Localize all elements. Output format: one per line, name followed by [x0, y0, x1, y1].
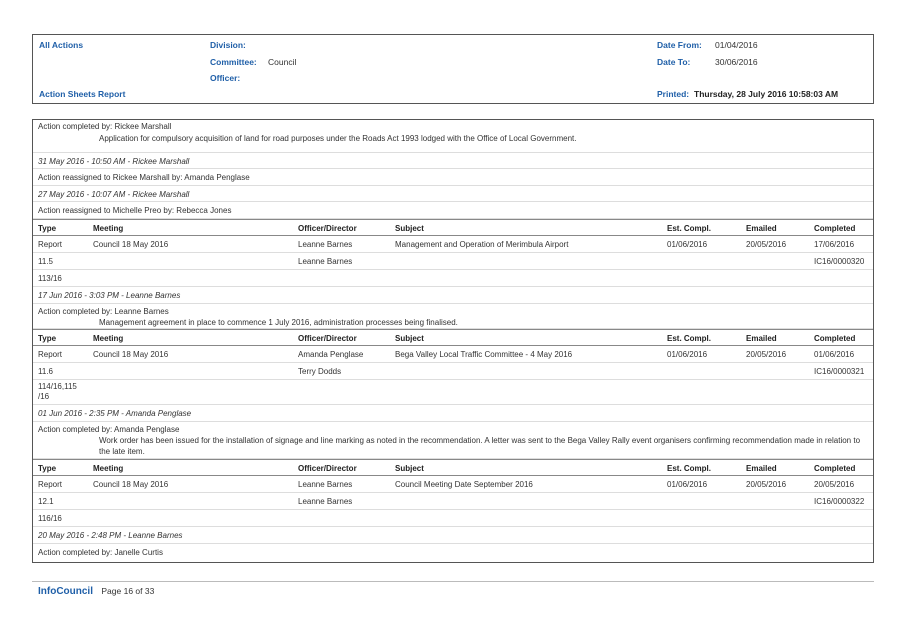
col-subject: Subject [395, 224, 424, 233]
committee-label: Committee: [210, 57, 257, 67]
col-completed: Completed [814, 334, 856, 343]
col-subject: Subject [395, 334, 424, 343]
col-meeting: Meeting [93, 464, 124, 473]
column-header-row [33, 329, 873, 346]
log-entry-text: 27 May 2016 - 10:07 AM - Rickee Marshall [38, 190, 190, 199]
item-meeting: Council 18 May 2016 [93, 350, 169, 359]
item-type: Report [38, 240, 63, 249]
item-completed: 17/06/2016 [814, 240, 855, 249]
completed-by: Action completed by: Janelle Curtis [38, 548, 163, 557]
committee-value: Council [268, 57, 297, 67]
table-row [33, 510, 873, 527]
footer-brand: InfoCouncil [38, 586, 93, 597]
col-meeting: Meeting [93, 224, 124, 233]
item-officer: Leanne Barnes [298, 480, 353, 489]
table-row [33, 270, 873, 287]
completed-by: Action completed by: Rickee Marshall [38, 122, 172, 131]
col-type: Type [38, 224, 57, 233]
col-subject: Subject [395, 464, 424, 473]
page-footer [38, 586, 154, 597]
item-meeting: Council 18 May 2016 [93, 480, 169, 489]
item-ref: IC16/0000320 [814, 257, 865, 266]
col-est-compl: Est. Compl. [667, 334, 712, 343]
log-entry [33, 153, 873, 169]
item-completed: 01/06/2016 [814, 350, 855, 359]
table-row [33, 236, 873, 253]
item-meeting: Council 18 May 2016 [93, 240, 169, 249]
col-completed: Completed [814, 224, 856, 233]
col-est-compl: Est. Compl. [667, 464, 712, 473]
log-entry [33, 202, 873, 219]
log-entry-text: 31 May 2016 - 10:50 AM - Rickee Marshall [38, 157, 190, 166]
log-entry [33, 186, 873, 202]
col-emailed: Emailed [746, 224, 777, 233]
col-est-compl: Est. Compl. [667, 224, 712, 233]
log-entry-text: 01 Jun 2016 - 2:35 PM - Amanda Penglase [38, 409, 192, 418]
completed-block [33, 544, 873, 561]
table-row [33, 476, 873, 493]
item-officer: Amanda Penglase [298, 350, 364, 359]
report-header [32, 34, 874, 104]
item-number: 12.1 [38, 497, 54, 506]
date-from-value: 01/04/2016 [715, 40, 758, 50]
completed-by: Action completed by: Leanne Barnes [38, 307, 169, 316]
footer-divider [32, 581, 874, 582]
item-number: 11.6 [38, 367, 53, 376]
col-emailed: Emailed [746, 334, 777, 343]
completed-block [33, 422, 873, 459]
log-entry [33, 527, 873, 544]
item-est: 01/06/2016 [667, 350, 708, 359]
division-label: Division: [210, 40, 246, 50]
log-entry [33, 405, 873, 422]
log-entry-text: Action reassigned to Michelle Preo by: Rebecca Jones [38, 206, 232, 215]
col-completed: Completed [814, 464, 856, 473]
completed-by: Action completed by: Amanda Penglase [38, 425, 180, 434]
officer-label: Officer: [210, 73, 241, 83]
col-officer: Officer/Director [298, 334, 357, 343]
printed-value: Thursday, 28 July 2016 10:58:03 AM [694, 89, 839, 99]
col-emailed: Emailed [746, 464, 777, 473]
item-officer-2: Terry Dodds [298, 367, 342, 376]
page-number: Page 16 of 33 [101, 586, 155, 596]
completed-note: Management agreement in place to commence 1 July 2016, administration processes being finalised. [99, 318, 458, 327]
column-header-row [33, 459, 873, 476]
item-subject: Bega Valley Local Traffic Committee - 4 May 2016 [395, 350, 573, 359]
log-entry-text: Action reassigned to Rickee Marshall by: Amanda Penglase [38, 173, 250, 182]
item-est: 01/06/2016 [667, 240, 708, 249]
column-header-row [33, 219, 873, 236]
col-meeting: Meeting [93, 334, 124, 343]
date-to-label: Date To: [657, 57, 691, 67]
log-entry [33, 169, 873, 186]
col-type: Type [38, 464, 57, 473]
table-row [33, 493, 873, 510]
completed-block [33, 120, 873, 153]
item-type: Report [38, 350, 63, 359]
item-subject: Management and Operation of Merimbula Airport [395, 240, 569, 249]
date-to-value: 30/06/2016 [715, 57, 758, 67]
log-entry-text: 17 Jun 2016 - 3:03 PM - Leanne Barnes [38, 291, 181, 300]
all-actions-label: All Actions [39, 40, 84, 50]
col-officer: Officer/Director [298, 224, 357, 233]
log-entry [33, 287, 873, 304]
table-row [33, 380, 873, 405]
item-subject: Council Meeting Date September 2016 [395, 480, 533, 489]
item-emailed: 20/05/2016 [746, 480, 787, 489]
item-resolution: 114/16,115 /16 [38, 382, 77, 401]
item-est: 01/06/2016 [667, 480, 708, 489]
col-type: Type [38, 334, 57, 343]
completed-note: Application for compulsory acquisition of land for road purposes under the Roads Act 1993 lodged with the Office of Local Government. [99, 134, 577, 143]
completed-note: Work order has been issued for the installation of signage and line marking as noted in the recommendation. A letter was sent to the Bega Valley Rally event organisers confirming recommendation made in relation to the late item. [99, 436, 861, 456]
log-entry-text: 20 May 2016 - 2:48 PM - Leanne Barnes [38, 531, 183, 540]
completed-block [33, 304, 873, 329]
col-officer: Officer/Director [298, 464, 357, 473]
item-emailed: 20/05/2016 [746, 350, 787, 359]
item-officer-2: Leanne Barnes [298, 497, 353, 506]
item-resolution: 113/16 [38, 274, 62, 283]
item-type: Report [38, 480, 63, 489]
item-ref: IC16/0000321 [814, 367, 865, 376]
table-row [33, 253, 873, 270]
date-from-label: Date From: [657, 40, 702, 50]
table-row [33, 346, 873, 363]
printed-label: Printed: [657, 89, 690, 99]
report-title: Action Sheets Report [39, 89, 126, 99]
item-resolution: 116/16 [38, 514, 62, 523]
item-completed: 20/05/2016 [814, 480, 855, 489]
item-ref: IC16/0000322 [814, 497, 865, 506]
item-officer: Leanne Barnes [298, 240, 353, 249]
item-emailed: 20/05/2016 [746, 240, 787, 249]
action-sheets-body [32, 119, 874, 563]
table-row [33, 363, 873, 380]
item-officer-2: Leanne Barnes [298, 257, 353, 266]
item-number: 11.5 [38, 257, 53, 266]
